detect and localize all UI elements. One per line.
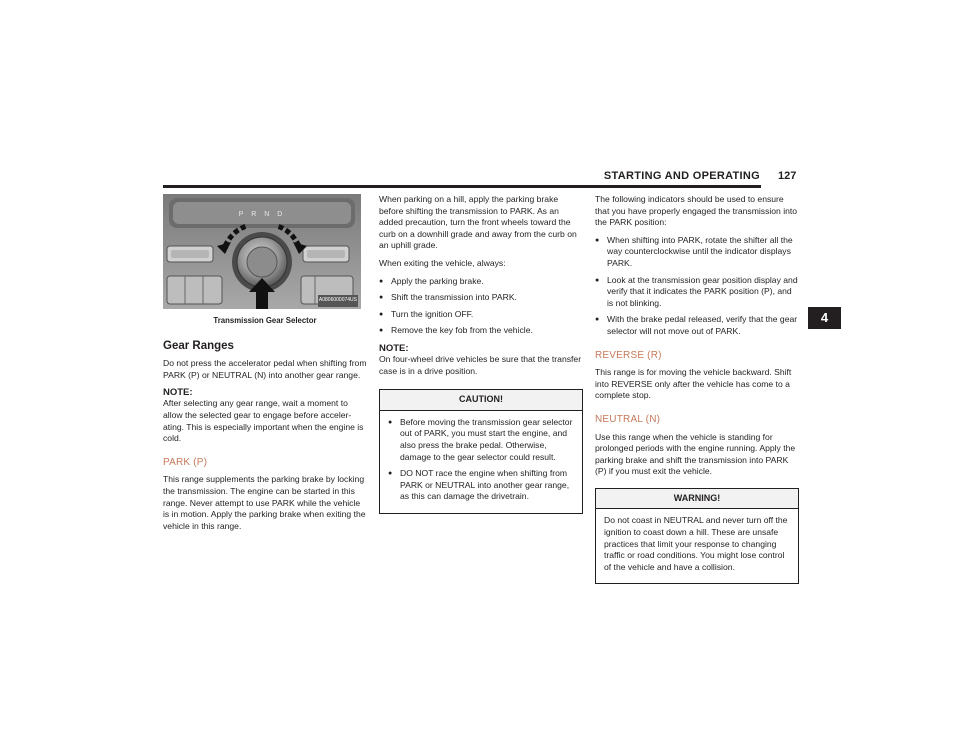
- list-item: ● DO NOT race the engine when shifting from PARK or NEUTRAL into another gear range, as this can damage the drivetrain.: [388, 468, 574, 503]
- warning-box: [595, 488, 799, 585]
- exiting-vehicle-paragraph: When exiting the vehicle, always:: [379, 257, 506, 268]
- middle-column: [379, 194, 583, 514]
- gear-ranges-paragraph: Do not press the accelerator pedal when shifting from PARK (P) or NEUTRAL (N) into another gear range.: [163, 358, 367, 380]
- note-text: After selecting any gear range, wait a moment to allow the selected gear to engage before acceler-ating. This is especially important when the engine is cold.: [163, 398, 364, 444]
- note-label: NOTE:: [163, 387, 193, 399]
- park-heading: PARK (P): [163, 456, 208, 468]
- neutral-heading: NEUTRAL (N): [595, 413, 661, 425]
- list-item: ● Shift the transmission into PARK.: [379, 292, 583, 304]
- reverse-paragraph: This range is for moving the vehicle backward. Shift into REVERSE only after the vehicle has come to a complete stop.: [595, 367, 792, 401]
- reverse-heading: REVERSE (R): [595, 349, 662, 361]
- list-item: ● With the brake pedal released, verify that the gear selector will not move out of PARK.: [595, 314, 799, 337]
- park-paragraph: This range supplements the parking brake by locking the transmission. The engine can be started in this range. Never attempt to use PARK while the vehicle is in motion. Apply the parking brake when exiting the vehicle in this range.: [163, 474, 366, 531]
- list-item: ● Apply the parking brake.: [379, 276, 583, 288]
- note-text: On four-wheel drive vehicles be sure that the transfer case is in a drive position.: [379, 353, 582, 376]
- right-column: [595, 194, 799, 584]
- list-item: ● Before moving the transmission gear selector out of PARK, you must start the engine, and also press the brake pedal. Otherwise, damage to the gear selector could result.: [388, 417, 574, 463]
- running-header-section: STARTING AND OPERATING: [603, 170, 760, 182]
- dial-labels: P R N D: [238, 211, 286, 218]
- figure-caption: Transmission Gear Selector: [213, 316, 317, 325]
- list-item: ● Look at the transmission gear position display and verify that it indicates the PARK position (P), and is not blinking.: [595, 275, 799, 310]
- gear-ranges-heading: Gear Ranges: [163, 339, 234, 352]
- hill-parking-paragraph: When parking on a hill, apply the parking brake before shifting the transmission to PARK. As an added precaution, turn the front wheels toward the curb on a downhill grade and away from the curb on an uphill grade.: [379, 194, 577, 251]
- figure-image-code: A0806000074US: [318, 295, 358, 307]
- left-column: [163, 194, 367, 538]
- transmission-gear-selector-figure: [163, 194, 361, 309]
- chapter-thumb-tab: 4: [808, 307, 841, 329]
- warning-text: Do not coast in NEUTRAL and never turn off the ignition to coast down a hill. These are unsafe practices that limit your response to changing traffic or road conditions. You might lose control of the vehicle and have a collision.: [604, 515, 788, 572]
- list-item: ● Remove the key fob from the vehicle.: [379, 325, 583, 337]
- note-label: NOTE:: [379, 342, 409, 354]
- caution-box: [379, 389, 583, 514]
- page-number: 127: [778, 170, 797, 182]
- header-rule: [163, 185, 761, 188]
- list-item: ● Turn the ignition OFF.: [379, 309, 583, 321]
- caution-title: CAUTION!: [380, 390, 582, 411]
- list-item: ● When shifting into PARK, rotate the shifter all the way counterclockwise until the indicator displays PARK.: [595, 235, 799, 270]
- park-indicators-paragraph: The following indicators should be used to ensure that you have properly engaged the transmission into the PARK position:: [595, 194, 798, 228]
- neutral-paragraph: Use this range when the vehicle is standing for prolonged periods with the engine running. Apply the parking brake and shift the transmission into PARK (P) if you must exit the vehicle.: [595, 431, 796, 477]
- caution-list: [388, 417, 574, 503]
- exiting-vehicle-list: [379, 276, 583, 337]
- warning-title: WARNING!: [596, 489, 798, 510]
- park-indicators-list: [595, 235, 799, 338]
